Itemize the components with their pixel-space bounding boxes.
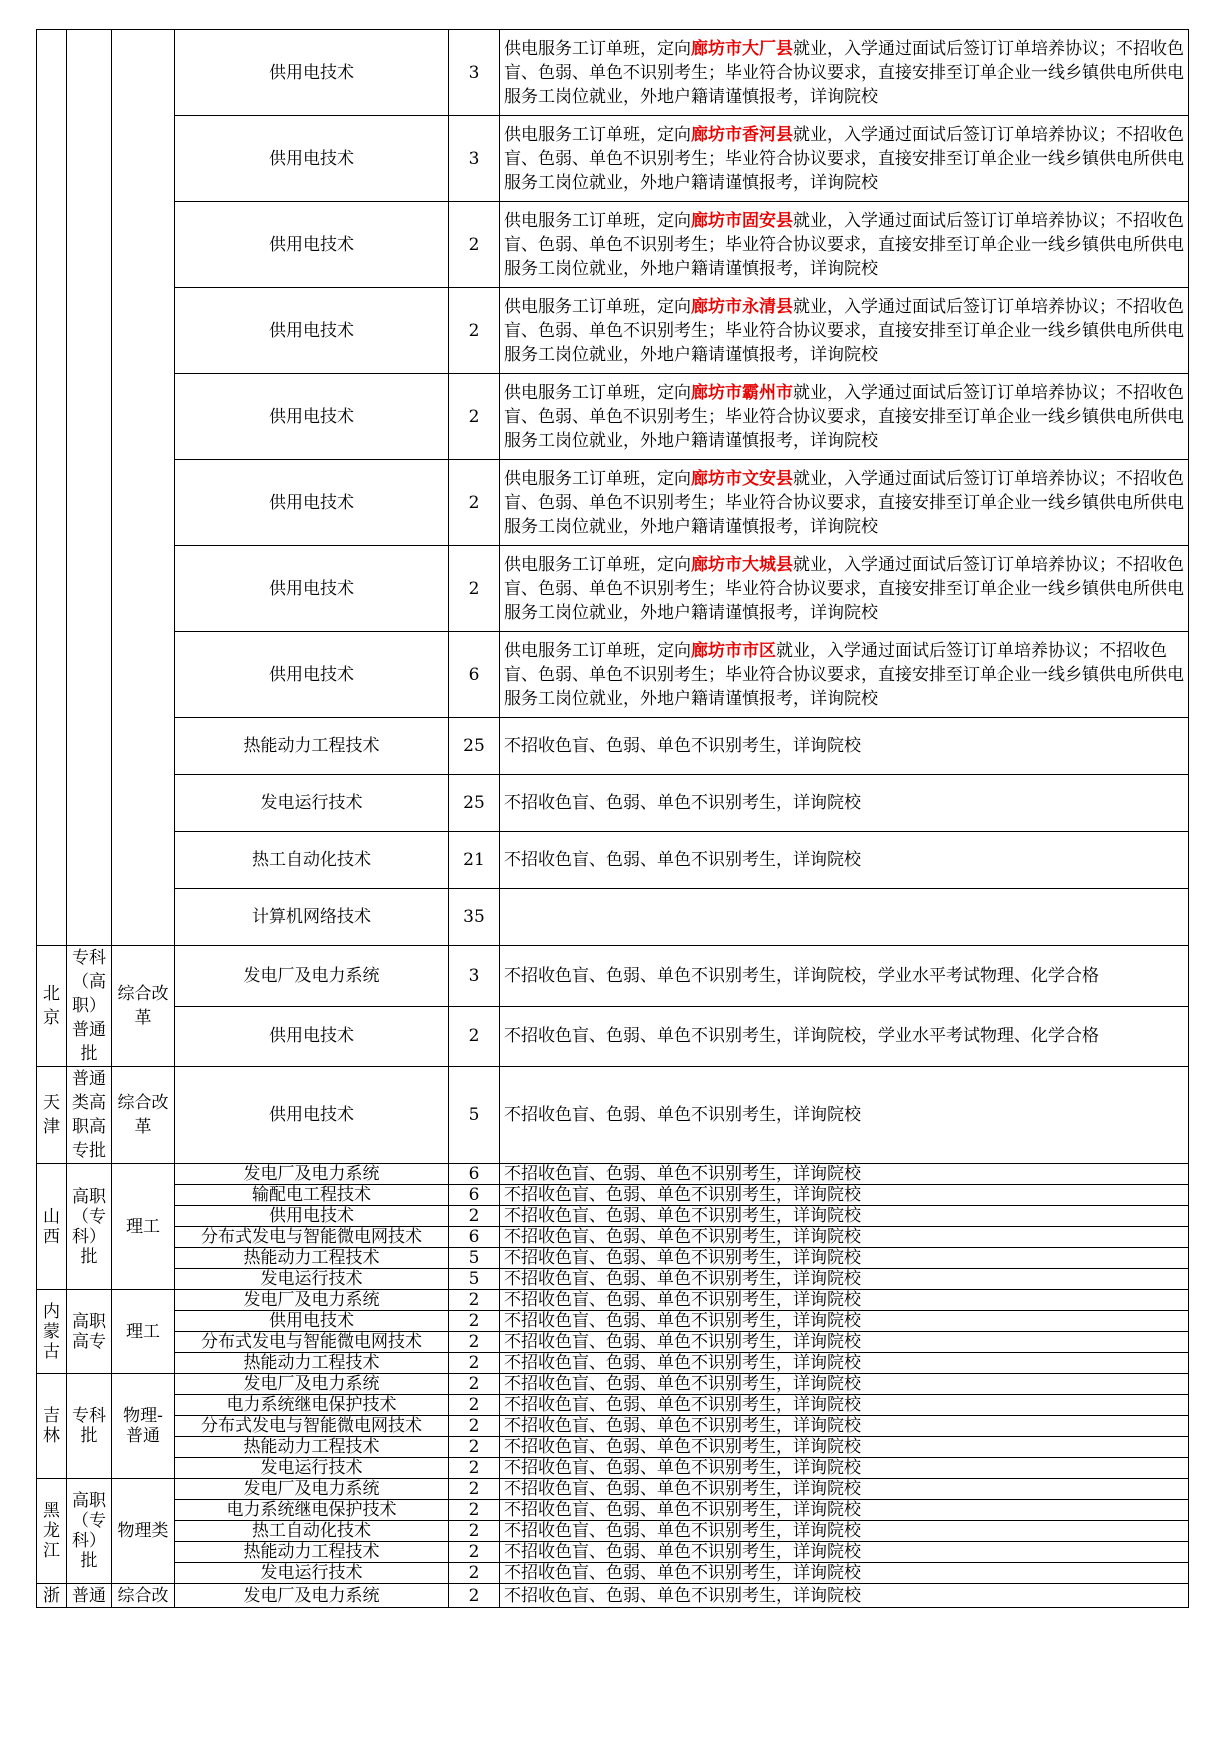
table-row: [37, 1542, 1189, 1563]
province-name: 浙: [37, 1584, 67, 1608]
remark: 不招收色盲、色弱、单色不识别考生，详询院校: [500, 1067, 1189, 1164]
table-row: [37, 1164, 1189, 1185]
plan-count: 6: [449, 1164, 500, 1185]
major-name: 热工自动化技术: [175, 1521, 449, 1542]
plan-count: 2: [449, 1563, 500, 1584]
batch-name: 普通类高职高专批: [67, 1067, 112, 1164]
table-row: [37, 1437, 1189, 1458]
remark: 不招收色盲、色弱、单色不识别考生，详询院校: [500, 1269, 1189, 1290]
remark: 供电服务工订单班，定向廊坊市固安县就业，入学通过面试后签订订单培养协议；不招收色盲、色弱、单色不识别考生；毕业符合协议要求，直接安排至订单企业一线乡镇供电所供电服务工岗位就业，外地户籍请谨慎报考，详询院校: [500, 202, 1189, 288]
plan-count: 2: [449, 1006, 500, 1067]
subject-cell: [112, 30, 175, 946]
province-name: 黑龙江: [37, 1479, 67, 1584]
remark: 不招收色盲、色弱、单色不识别考生，详询院校: [500, 1311, 1189, 1332]
table-row: [37, 1227, 1189, 1248]
remark: 供电服务工订单班，定向廊坊市香河县就业，入学通过面试后签订订单培养协议；不招收色盲、色弱、单色不识别考生；毕业符合协议要求，直接安排至订单企业一线乡镇供电所供电服务工岗位就业，外地户籍请谨慎报考，详询院校: [500, 116, 1189, 202]
location-highlight: 廊坊市香河县: [691, 124, 793, 145]
table-row: [37, 946, 1189, 1007]
table-row: [37, 1311, 1189, 1332]
major-name: 发电厂及电力系统: [175, 1164, 449, 1185]
major-name: 发电厂及电力系统: [175, 1290, 449, 1311]
subject-type: 物理类: [112, 1479, 175, 1584]
plan-count: 3: [449, 30, 500, 116]
batch-name: 高职高专: [67, 1290, 112, 1374]
plan-count: 2: [449, 1416, 500, 1437]
location-highlight: 廊坊市霸州市: [691, 382, 793, 403]
table-row: [37, 1458, 1189, 1479]
plan-count: 2: [449, 1395, 500, 1416]
remark: 不招收色盲、色弱、单色不识别考生，详询院校: [500, 1164, 1189, 1185]
subject-type: 综合改革: [112, 946, 175, 1067]
plan-count: 2: [449, 1521, 500, 1542]
plan-count: 5: [449, 1269, 500, 1290]
table-row: [37, 632, 1189, 718]
plan-count: 25: [449, 718, 500, 775]
plan-count: 2: [449, 1374, 500, 1395]
remark: 不招收色盲、色弱、单色不识别考生，详询院校: [500, 1458, 1189, 1479]
remark: 不招收色盲、色弱、单色不识别考生，详询院校: [500, 1332, 1189, 1353]
remark: 供电服务工订单班，定向廊坊市永清县就业，入学通过面试后签订订单培养协议；不招收色盲、色弱、单色不识别考生；毕业符合协议要求，直接安排至订单企业一线乡镇供电所供电服务工岗位就业，外地户籍请谨慎报考，详询院校: [500, 288, 1189, 374]
table-row: [37, 718, 1189, 775]
province-name: 山西: [37, 1164, 67, 1290]
table-row: [37, 832, 1189, 889]
major-name: 供用电技术: [175, 288, 449, 374]
major-name: 供用电技术: [175, 1311, 449, 1332]
major-name: 热能动力工程技术: [175, 1248, 449, 1269]
table-row: [37, 1584, 1189, 1608]
province-cell: [37, 30, 67, 946]
table-row: [37, 288, 1189, 374]
major-name: 分布式发电与智能微电网技术: [175, 1416, 449, 1437]
table-row: [37, 1332, 1189, 1353]
major-name: 发电厂及电力系统: [175, 1374, 449, 1395]
table-row: [37, 1290, 1189, 1311]
plan-count: 25: [449, 775, 500, 832]
remark: 不招收色盲、色弱、单色不识别考生，详询院校: [500, 1395, 1189, 1416]
remark: 供电服务工订单班，定向廊坊市市区就业，入学通过面试后签订订单培养协议；不招收色盲、色弱、单色不识别考生；毕业符合协议要求，直接安排至订单企业一线乡镇供电所供电服务工岗位就业，外地户籍请谨慎报考，详询院校: [500, 632, 1189, 718]
major-name: 分布式发电与智能微电网技术: [175, 1227, 449, 1248]
major-name: 输配电工程技术: [175, 1185, 449, 1206]
remark: 不招收色盲、色弱、单色不识别考生，详询院校，学业水平考试物理、化学合格: [500, 1006, 1189, 1067]
major-name: 热能动力工程技术: [175, 1437, 449, 1458]
subject-type: 理工: [112, 1164, 175, 1290]
batch-name: 普通: [67, 1584, 112, 1608]
plan-count: 3: [449, 946, 500, 1007]
location-highlight: 廊坊市永清县: [691, 296, 793, 317]
table-row: [37, 1500, 1189, 1521]
plan-count: 2: [449, 1290, 500, 1311]
table-row: [37, 1374, 1189, 1395]
remark: 供电服务工订单班，定向廊坊市大城县就业，入学通过面试后签订订单培养协议；不招收色盲、色弱、单色不识别考生；毕业符合协议要求，直接安排至订单企业一线乡镇供电所供电服务工岗位就业，外地户籍请谨慎报考，详询院校: [500, 546, 1189, 632]
remark: 不招收色盲、色弱、单色不识别考生，详询院校: [500, 1584, 1189, 1608]
subject-type: 理工: [112, 1290, 175, 1374]
plan-count: 2: [449, 1479, 500, 1500]
major-name: 供用电技术: [175, 1067, 449, 1164]
table-row: [37, 1185, 1189, 1206]
remark: 不招收色盲、色弱、单色不识别考生，详询院校: [500, 1248, 1189, 1269]
plan-count: 5: [449, 1248, 500, 1269]
subject-type: 综合改革: [112, 1067, 175, 1164]
plan-count: 6: [449, 1185, 500, 1206]
plan-count: 35: [449, 889, 500, 946]
plan-count: 2: [449, 374, 500, 460]
plan-count: 2: [449, 1542, 500, 1563]
province-name: 北京: [37, 946, 67, 1067]
remark: [500, 889, 1189, 946]
location-highlight: 廊坊市文安县: [691, 468, 793, 489]
plan-count: 3: [449, 116, 500, 202]
location-highlight: 廊坊市固安县: [691, 210, 793, 231]
subject-type: 综合改: [112, 1584, 175, 1608]
major-name: 发电厂及电力系统: [175, 1584, 449, 1608]
batch-name: 专科（高职）普通批: [67, 946, 112, 1067]
major-name: 热能动力工程技术: [175, 718, 449, 775]
plan-count: 2: [449, 202, 500, 288]
remark: 不招收色盲、色弱、单色不识别考生，详询院校: [500, 1416, 1189, 1437]
major-name: 发电运行技术: [175, 1563, 449, 1584]
major-name: 供用电技术: [175, 632, 449, 718]
location-highlight: 廊坊市大城县: [691, 554, 793, 575]
remark: 不招收色盲、色弱、单色不识别考生，详询院校: [500, 718, 1189, 775]
plan-count: 2: [449, 1500, 500, 1521]
plan-count: 2: [449, 1206, 500, 1227]
table-row: [37, 1353, 1189, 1374]
major-name: 热能动力工程技术: [175, 1542, 449, 1563]
remark: 不招收色盲、色弱、单色不识别考生，详询院校: [500, 1500, 1189, 1521]
table-row: [37, 1269, 1189, 1290]
table-row: [37, 1006, 1189, 1067]
major-name: 计算机网络技术: [175, 889, 449, 946]
major-name: 发电运行技术: [175, 775, 449, 832]
location-highlight: 廊坊市大厂县: [691, 38, 793, 59]
major-name: 供用电技术: [175, 1206, 449, 1227]
subject-type: 物理-普通: [112, 1374, 175, 1479]
remark: 不招收色盲、色弱、单色不识别考生，详询院校: [500, 1353, 1189, 1374]
major-name: 供用电技术: [175, 546, 449, 632]
location-highlight: 廊坊市市区: [691, 640, 776, 661]
province-name: 天津: [37, 1067, 67, 1164]
table-row: [37, 1521, 1189, 1542]
plan-count: 6: [449, 632, 500, 718]
remark: 不招收色盲、色弱、单色不识别考生，详询院校: [500, 1521, 1189, 1542]
major-name: 供用电技术: [175, 30, 449, 116]
remark: 不招收色盲、色弱、单色不识别考生，详询院校: [500, 1563, 1189, 1584]
table-row: [37, 1563, 1189, 1584]
remark: 不招收色盲、色弱、单色不识别考生，详询院校: [500, 1437, 1189, 1458]
table-row: [37, 1248, 1189, 1269]
table-row: [37, 1479, 1189, 1500]
remark: 不招收色盲、色弱、单色不识别考生，详询院校: [500, 1479, 1189, 1500]
remark: 不招收色盲、色弱、单色不识别考生，详询院校: [500, 1374, 1189, 1395]
batch-name: 高职（专科）批: [67, 1479, 112, 1584]
table-row: [37, 30, 1189, 116]
plan-count: 2: [449, 1353, 500, 1374]
major-name: 热工自动化技术: [175, 832, 449, 889]
major-name: 发电厂及电力系统: [175, 946, 449, 1007]
table-row: [37, 202, 1189, 288]
remark: 不招收色盲、色弱、单色不识别考生，详询院校: [500, 1185, 1189, 1206]
plan-count: 2: [449, 546, 500, 632]
province-name: 内蒙古: [37, 1290, 67, 1374]
batch-name: 高职（专科）批: [67, 1164, 112, 1290]
table-row: [37, 546, 1189, 632]
major-name: 电力系统继电保护技术: [175, 1395, 449, 1416]
plan-count: 2: [449, 1458, 500, 1479]
major-name: 发电厂及电力系统: [175, 1479, 449, 1500]
remark: 供电服务工订单班，定向廊坊市文安县就业，入学通过面试后签订订单培养协议；不招收色盲、色弱、单色不识别考生；毕业符合协议要求，直接安排至订单企业一线乡镇供电所供电服务工岗位就业，外地户籍请谨慎报考，详询院校: [500, 460, 1189, 546]
major-name: 分布式发电与智能微电网技术: [175, 1332, 449, 1353]
plan-count: 2: [449, 1332, 500, 1353]
remark: 不招收色盲、色弱、单色不识别考生，详询院校: [500, 1290, 1189, 1311]
table-row: [37, 116, 1189, 202]
major-name: 供用电技术: [175, 374, 449, 460]
remark: 不招收色盲、色弱、单色不识别考生，详询院校: [500, 1206, 1189, 1227]
plan-count: 21: [449, 832, 500, 889]
major-name: 发电运行技术: [175, 1458, 449, 1479]
remark: 不招收色盲、色弱、单色不识别考生，详询院校，学业水平考试物理、化学合格: [500, 946, 1189, 1007]
major-name: 供用电技术: [175, 1006, 449, 1067]
major-name: 供用电技术: [175, 202, 449, 288]
major-name: 供用电技术: [175, 460, 449, 546]
remark: 不招收色盲、色弱、单色不识别考生，详询院校: [500, 832, 1189, 889]
major-name: 供用电技术: [175, 116, 449, 202]
table-row: [37, 1416, 1189, 1437]
major-name: 热能动力工程技术: [175, 1353, 449, 1374]
plan-count: 6: [449, 1227, 500, 1248]
table-row: [37, 1067, 1189, 1164]
plan-count: 2: [449, 1311, 500, 1332]
remark: 不招收色盲、色弱、单色不识别考生，详询院校: [500, 775, 1189, 832]
plan-count: 5: [449, 1067, 500, 1164]
table-row: [37, 889, 1189, 946]
province-name: 吉林: [37, 1374, 67, 1479]
plan-count: 2: [449, 288, 500, 374]
table-row: [37, 775, 1189, 832]
plan-count: 2: [449, 460, 500, 546]
remark: 供电服务工订单班，定向廊坊市霸州市就业，入学通过面试后签订订单培养协议；不招收色盲、色弱、单色不识别考生；毕业符合协议要求，直接安排至订单企业一线乡镇供电所供电服务工岗位就业，外地户籍请谨慎报考，详询院校: [500, 374, 1189, 460]
batch-cell: [67, 30, 112, 946]
admission-plan-table: [36, 29, 1189, 1608]
table-row: [37, 1206, 1189, 1227]
table-row: [37, 460, 1189, 546]
major-name: 发电运行技术: [175, 1269, 449, 1290]
remark: 不招收色盲、色弱、单色不识别考生，详询院校: [500, 1227, 1189, 1248]
remark: 不招收色盲、色弱、单色不识别考生，详询院校: [500, 1542, 1189, 1563]
batch-name: 专科批: [67, 1374, 112, 1479]
table-row: [37, 1395, 1189, 1416]
plan-count: 2: [449, 1437, 500, 1458]
remark: 供电服务工订单班，定向廊坊市大厂县就业，入学通过面试后签订订单培养协议；不招收色盲、色弱、单色不识别考生；毕业符合协议要求，直接安排至订单企业一线乡镇供电所供电服务工岗位就业，外地户籍请谨慎报考，详询院校: [500, 30, 1189, 116]
plan-count: 2: [449, 1584, 500, 1608]
major-name: 电力系统继电保护技术: [175, 1500, 449, 1521]
table-row: [37, 374, 1189, 460]
